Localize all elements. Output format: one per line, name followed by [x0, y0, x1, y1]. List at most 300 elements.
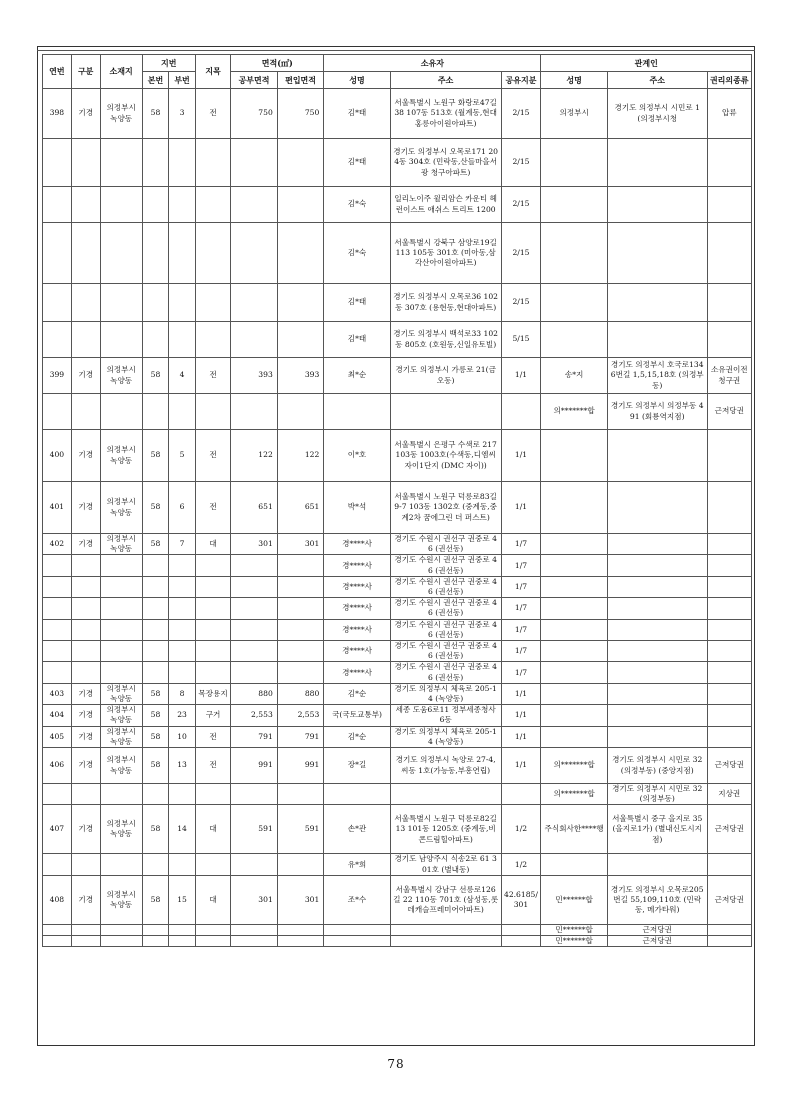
cell-type: [71, 555, 100, 576]
cell-pname: [541, 726, 607, 747]
cell-oname: 김*숙: [324, 187, 390, 223]
cell-main: 58: [142, 482, 169, 534]
cell-right: [707, 482, 751, 534]
cell-pname: [541, 576, 607, 597]
cell-type: 기경: [71, 875, 100, 924]
cell-paddr: [607, 534, 707, 555]
col-party-name: 성명: [541, 72, 607, 89]
cell-oaddr: 서울특별시 노원구 화랑로47길 38 107동 513호 (월계동,현대홍릉아이원아파트): [390, 89, 501, 139]
cell-oname: [324, 784, 390, 805]
cell-cat: [195, 576, 230, 597]
table-row: [43, 805, 752, 854]
cell-pname: [541, 139, 607, 187]
cell-pname: [541, 284, 607, 322]
cell-main: 58: [142, 726, 169, 747]
cell-share: 1/7: [501, 534, 541, 555]
cell-area: 591: [231, 805, 278, 854]
cell-paddr: 근저당권: [607, 936, 707, 947]
col-party-group: 관계인: [541, 55, 752, 72]
cell-incl: [277, 187, 324, 223]
cell-paddr: [607, 598, 707, 619]
cell-paddr: [607, 322, 707, 358]
cell-right: [707, 187, 751, 223]
cell-paddr: 경기도 의정부시 시민로 32(의정부동) (중앙지점): [607, 748, 707, 784]
cell-loc: 의정부시 녹양동: [100, 358, 142, 394]
cell-loc: [100, 936, 142, 947]
cell-pname: [541, 322, 607, 358]
cell-area: [231, 284, 278, 322]
cell-paddr: 근저당권: [607, 924, 707, 935]
cell-right: 근저당권: [707, 394, 751, 430]
cell-type: [71, 641, 100, 662]
cell-pname: [541, 482, 607, 534]
page-number: 78: [387, 1057, 405, 1071]
cell-cat: [195, 284, 230, 322]
cell-area: 791: [231, 726, 278, 747]
cell-oname: 김*태: [324, 89, 390, 139]
cell-area: [231, 662, 278, 683]
cell-oname: 최*순: [324, 358, 390, 394]
cell-type: [71, 187, 100, 223]
cell-sub: [169, 223, 196, 284]
cell-incl: 2,553: [277, 705, 324, 726]
cell-type: 기경: [71, 805, 100, 854]
col-lot-main: 본번: [142, 72, 169, 89]
cell-cat: [195, 641, 230, 662]
cell-sub: [169, 555, 196, 576]
cell-right: 근저당권: [707, 748, 751, 784]
cell-cat: [195, 662, 230, 683]
cell-no: 405: [43, 726, 72, 747]
cell-sub: [169, 854, 196, 875]
table-row: [43, 322, 752, 358]
cell-no: 402: [43, 534, 72, 555]
cell-oaddr: [390, 394, 501, 430]
cell-loc: 의정부시 녹양동: [100, 534, 142, 555]
cell-main: 58: [142, 748, 169, 784]
cell-no: [43, 139, 72, 187]
cell-oaddr: [390, 784, 501, 805]
col-area-public: 공부면적: [231, 72, 278, 89]
col-area-group: 면적(㎡): [231, 55, 324, 72]
cell-area: [231, 641, 278, 662]
cell-pname: [541, 187, 607, 223]
cell-loc: 의정부시 녹양동: [100, 805, 142, 854]
cell-oname: 손*관: [324, 805, 390, 854]
cell-cat: [195, 784, 230, 805]
table-row: [43, 430, 752, 482]
cell-oname: 경****사: [324, 662, 390, 683]
cell-cat: 전: [195, 358, 230, 394]
cell-oaddr: 일리노이주 윌리암슨 카운티 헤런이스트 애쉬스 트리트 1200: [390, 187, 501, 223]
cell-right: [707, 705, 751, 726]
cell-right: [707, 576, 751, 597]
cell-paddr: [607, 619, 707, 640]
cell-area: 880: [231, 683, 278, 704]
cell-pname: 의*******합: [541, 394, 607, 430]
cell-type: 기경: [71, 358, 100, 394]
cell-sub: [169, 284, 196, 322]
cell-type: 기경: [71, 482, 100, 534]
cell-loc: [100, 619, 142, 640]
cell-sub: [169, 619, 196, 640]
cell-incl: 791: [277, 726, 324, 747]
cell-oname: 유*희: [324, 854, 390, 875]
col-category: 지목: [195, 55, 230, 89]
cell-paddr: [607, 576, 707, 597]
cell-main: [142, 641, 169, 662]
cell-incl: [277, 394, 324, 430]
cell-oname: 김*태: [324, 284, 390, 322]
cell-paddr: [607, 854, 707, 875]
table-row: [43, 394, 752, 430]
cell-type: [71, 662, 100, 683]
cell-main: 58: [142, 358, 169, 394]
cell-loc: 의정부시 녹양동: [100, 683, 142, 704]
cell-right: [707, 139, 751, 187]
cell-loc: [100, 322, 142, 358]
cell-area: [231, 223, 278, 284]
table-body: [43, 89, 752, 947]
cell-loc: [100, 641, 142, 662]
cell-sub: 3: [169, 89, 196, 139]
cell-no: [43, 936, 72, 947]
cell-sub: 14: [169, 805, 196, 854]
cell-right: [707, 534, 751, 555]
cell-loc: 의정부시 녹양동: [100, 726, 142, 747]
cell-type: [71, 576, 100, 597]
cell-paddr: [607, 139, 707, 187]
table-row: [43, 619, 752, 640]
table-row: [43, 748, 752, 784]
cell-right: [707, 641, 751, 662]
cell-type: 기경: [71, 430, 100, 482]
cell-sub: [169, 598, 196, 619]
cell-loc: [100, 223, 142, 284]
cell-area: 2,553: [231, 705, 278, 726]
cell-cat: 구거: [195, 705, 230, 726]
cell-cat: 전: [195, 482, 230, 534]
cell-type: [71, 394, 100, 430]
cell-area: [231, 322, 278, 358]
cell-right: [707, 619, 751, 640]
cell-oaddr: 경기도 수원시 권선구 권중로 46 (권선동): [390, 576, 501, 597]
cell-no: [43, 662, 72, 683]
cell-loc: [100, 854, 142, 875]
cell-area: 750: [231, 89, 278, 139]
cell-area: 122: [231, 430, 278, 482]
cell-no: 398: [43, 89, 72, 139]
cell-right: 근저당권: [707, 875, 751, 924]
cell-right: [707, 322, 751, 358]
cell-oname: 경****사: [324, 555, 390, 576]
cell-main: [142, 284, 169, 322]
cell-main: 58: [142, 875, 169, 924]
cell-area: [231, 598, 278, 619]
cell-loc: [100, 598, 142, 619]
cell-oname: 박*석: [324, 482, 390, 534]
cell-type: 기경: [71, 748, 100, 784]
cell-area: [231, 394, 278, 430]
cell-no: [43, 394, 72, 430]
table-row: [43, 139, 752, 187]
cell-loc: [100, 576, 142, 597]
cell-pname: 의정부시: [541, 89, 607, 139]
cell-incl: [277, 322, 324, 358]
cell-no: 408: [43, 875, 72, 924]
cell-area: 393: [231, 358, 278, 394]
cell-loc: [100, 924, 142, 935]
cell-loc: 의정부시 녹양동: [100, 430, 142, 482]
cell-incl: [277, 555, 324, 576]
cell-oaddr: 경기도 수원시 권선구 권중로 46 (권선동): [390, 555, 501, 576]
cell-no: [43, 598, 72, 619]
cell-share: 5/15: [501, 322, 541, 358]
cell-pname: 송*지: [541, 358, 607, 394]
cell-pname: [541, 705, 607, 726]
cell-share: 1/1: [501, 430, 541, 482]
col-party-addr: 주소: [607, 72, 707, 89]
col-area-include: 편입면적: [277, 72, 324, 89]
cell-pname: 민******합: [541, 875, 607, 924]
cell-no: [43, 641, 72, 662]
cell-oname: [324, 394, 390, 430]
cell-incl: [277, 223, 324, 284]
col-lot-sub: 부번: [169, 72, 196, 89]
cell-oaddr: 경기도 의정부시 백석로33 102동 805호 (호원동,신일유토빌): [390, 322, 501, 358]
cell-share: 1/1: [501, 705, 541, 726]
cell-oname: 경****사: [324, 576, 390, 597]
cell-cat: [195, 619, 230, 640]
cell-share: [501, 924, 541, 935]
cell-sub: 15: [169, 875, 196, 924]
cell-no: 403: [43, 683, 72, 704]
cell-oname: 김*태: [324, 139, 390, 187]
cell-cat: 대: [195, 875, 230, 924]
cell-sub: [169, 924, 196, 935]
cell-oname: 경****사: [324, 619, 390, 640]
table-row: [43, 854, 752, 875]
table-row: [43, 223, 752, 284]
cell-oname: 국(국토교통부): [324, 705, 390, 726]
cell-main: 58: [142, 534, 169, 555]
cell-oaddr: 경기도 남양주시 식송2로 61 301호 (별내동): [390, 854, 501, 875]
cell-incl: [277, 576, 324, 597]
cell-area: 301: [231, 875, 278, 924]
cell-share: 1/7: [501, 598, 541, 619]
cell-oaddr: 경기도 의정부시 오목로171 204동 304호 (민락동,산들마을서광 청구아파트): [390, 139, 501, 187]
table-row: [43, 534, 752, 555]
cell-incl: 591: [277, 805, 324, 854]
cell-share: [501, 394, 541, 430]
col-type: 구분: [71, 55, 100, 89]
table-row: [43, 936, 752, 947]
cell-area: [231, 576, 278, 597]
cell-share: 2/15: [501, 284, 541, 322]
cell-main: [142, 784, 169, 805]
table-row: [43, 598, 752, 619]
cell-oname: 김*태: [324, 322, 390, 358]
cell-area: [231, 187, 278, 223]
cell-pname: 민******합: [541, 924, 607, 935]
cell-loc: 의정부시 녹양동: [100, 875, 142, 924]
cell-sub: 23: [169, 705, 196, 726]
cell-oname: 이*호: [324, 430, 390, 482]
cell-main: [142, 598, 169, 619]
cell-main: [142, 139, 169, 187]
cell-share: 1/1: [501, 726, 541, 747]
cell-oaddr: 서울특별시 노원구 덕릉로83길 9-7 103동 1302호 (중계동,중계2차 꿈에그린 더 퍼스트): [390, 482, 501, 534]
cell-oname: 경****사: [324, 641, 390, 662]
cell-paddr: 경기도 의정부시 시민로 32(의정부동): [607, 784, 707, 805]
cell-share: 1/1: [501, 683, 541, 704]
cell-paddr: [607, 555, 707, 576]
cell-sub: 8: [169, 683, 196, 704]
cell-oname: 조*수: [324, 875, 390, 924]
cell-sub: [169, 576, 196, 597]
cell-share: 1/1: [501, 358, 541, 394]
cell-share: 1/7: [501, 619, 541, 640]
cell-right: 근저당권: [707, 805, 751, 854]
cell-share: 1/2: [501, 805, 541, 854]
table-row: [43, 482, 752, 534]
cell-oaddr: 서울특별시 은평구 수색로 217 103동 1003호(수색동,디엠씨 자이1단지 (DMC 자이)): [390, 430, 501, 482]
cell-loc: 의정부시 녹양동: [100, 482, 142, 534]
cell-main: [142, 854, 169, 875]
cell-incl: [277, 641, 324, 662]
cell-share: 1/7: [501, 662, 541, 683]
cell-oaddr: 세종 도움6로11 정부세종청사 6동: [390, 705, 501, 726]
table-row: [43, 89, 752, 139]
cell-no: 407: [43, 805, 72, 854]
table-row: [43, 576, 752, 597]
header-row-1: [43, 55, 752, 72]
cell-pname: 민******합: [541, 936, 607, 947]
cell-share: 1/2: [501, 854, 541, 875]
cell-paddr: [607, 284, 707, 322]
cell-type: [71, 936, 100, 947]
cell-area: 301: [231, 534, 278, 555]
cell-loc: 의정부시 녹양동: [100, 89, 142, 139]
cell-no: [43, 187, 72, 223]
cell-cat: 전: [195, 726, 230, 747]
cell-pname: 주식회사한****행: [541, 805, 607, 854]
cell-oname: 김*순: [324, 683, 390, 704]
cell-cat: [195, 187, 230, 223]
cell-cat: [195, 139, 230, 187]
cell-incl: [277, 662, 324, 683]
cell-share: 1/7: [501, 641, 541, 662]
cell-pname: 의*******합: [541, 748, 607, 784]
cell-right: [707, 223, 751, 284]
cell-area: 991: [231, 748, 278, 784]
cell-no: [43, 784, 72, 805]
cell-no: [43, 322, 72, 358]
cell-oname: 장*길: [324, 748, 390, 784]
cell-main: 58: [142, 683, 169, 704]
cell-sub: 13: [169, 748, 196, 784]
cell-incl: 750: [277, 89, 324, 139]
cell-right: [707, 854, 751, 875]
cell-pname: [541, 223, 607, 284]
cell-pname: [541, 598, 607, 619]
cell-type: [71, 784, 100, 805]
cell-area: [231, 619, 278, 640]
cell-share: 2/15: [501, 89, 541, 139]
cell-no: 400: [43, 430, 72, 482]
cell-right: [707, 284, 751, 322]
cell-main: 58: [142, 705, 169, 726]
cell-right: [707, 924, 751, 935]
cell-oaddr: 서울특별시 노원구 덕릉로82길 13 101동 1205호 (중계동,비콘드림힐아파트): [390, 805, 501, 854]
cell-paddr: 경기도 의정부시 의정부동 491 (회룡역지점): [607, 394, 707, 430]
cell-paddr: [607, 641, 707, 662]
cell-right: [707, 726, 751, 747]
cell-type: 기경: [71, 534, 100, 555]
cell-area: [231, 936, 278, 947]
cell-paddr: [607, 683, 707, 704]
cell-incl: [277, 619, 324, 640]
cell-incl: 122: [277, 430, 324, 482]
cell-right: [707, 662, 751, 683]
cell-pname: [541, 619, 607, 640]
cell-main: [142, 555, 169, 576]
cell-cat: [195, 854, 230, 875]
cell-main: [142, 936, 169, 947]
cell-no: 399: [43, 358, 72, 394]
cell-sub: [169, 784, 196, 805]
cell-share: 2/15: [501, 223, 541, 284]
cell-oaddr: 경기도 의정부시 녹양로 27-4, 씨동 1호(가능동,부흥연립): [390, 748, 501, 784]
table-row: [43, 875, 752, 924]
cell-paddr: [607, 726, 707, 747]
col-no: 연번: [43, 55, 72, 89]
cell-main: 58: [142, 430, 169, 482]
cell-loc: [100, 187, 142, 223]
cell-right: [707, 683, 751, 704]
cell-share: 1/7: [501, 576, 541, 597]
cell-main: [142, 924, 169, 935]
table-row: [43, 641, 752, 662]
cell-right: [707, 430, 751, 482]
cell-pname: [541, 534, 607, 555]
cell-no: 404: [43, 705, 72, 726]
cell-loc: [100, 394, 142, 430]
col-location: 소재지: [100, 55, 142, 89]
cell-sub: [169, 936, 196, 947]
col-owner-addr: 주소: [390, 72, 501, 89]
cell-main: 58: [142, 89, 169, 139]
cell-sub: [169, 187, 196, 223]
cell-loc: 의정부시 녹양동: [100, 705, 142, 726]
cell-oname: 경****사: [324, 534, 390, 555]
cell-loc: [100, 662, 142, 683]
cell-cat: 대: [195, 805, 230, 854]
cell-incl: [277, 854, 324, 875]
cell-loc: [100, 784, 142, 805]
cell-type: [71, 924, 100, 935]
cell-no: [43, 924, 72, 935]
cell-pname: [541, 430, 607, 482]
cell-paddr: 경기도 의정부시 시민로 1(의정부시청: [607, 89, 707, 139]
cell-sub: [169, 662, 196, 683]
cell-no: 406: [43, 748, 72, 784]
cell-type: 기경: [71, 705, 100, 726]
table-row: [43, 705, 752, 726]
cell-share: 1/1: [501, 482, 541, 534]
cell-oname: 김*순: [324, 726, 390, 747]
cell-type: [71, 223, 100, 284]
